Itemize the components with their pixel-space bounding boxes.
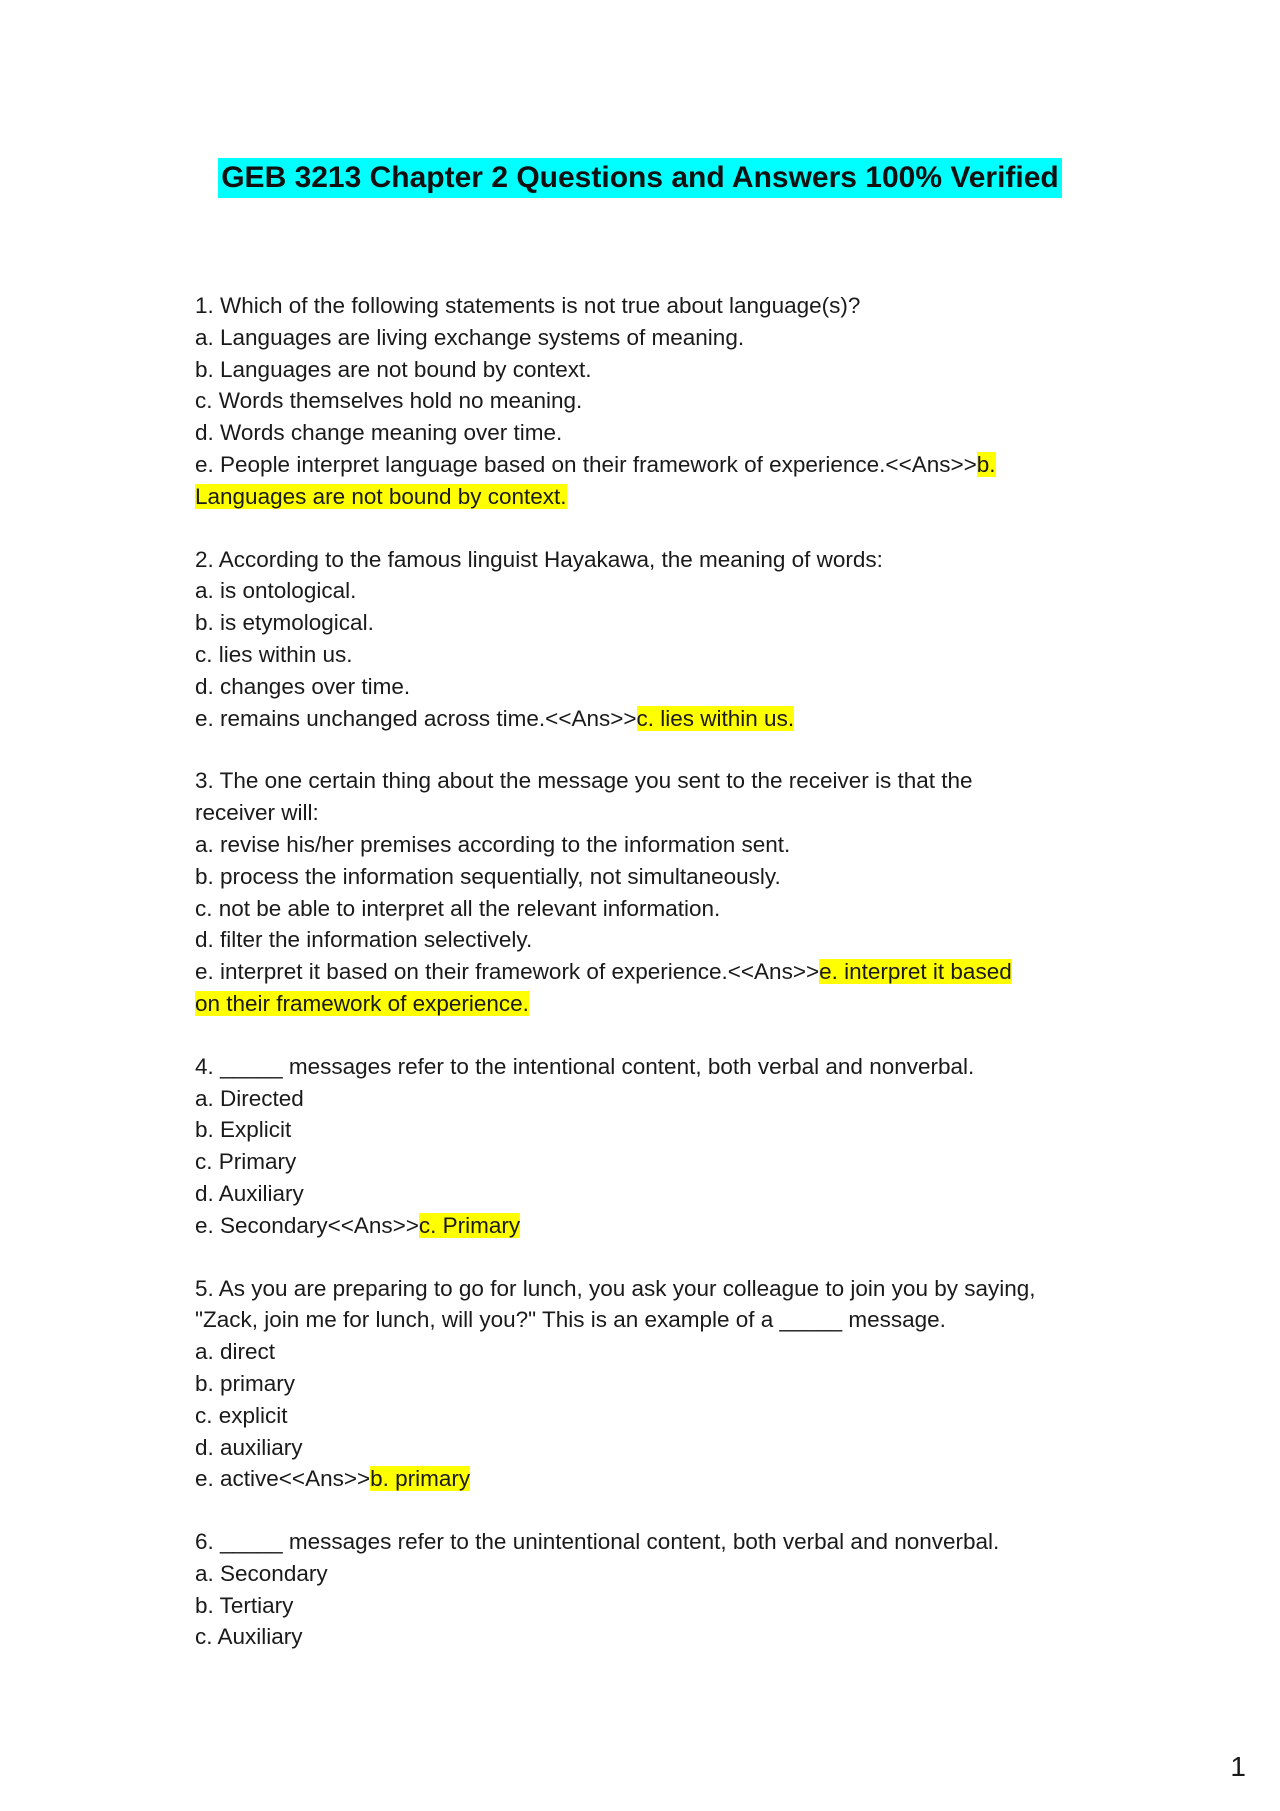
question-1 — [195, 290, 1095, 513]
answer-option: b. process the information sequentially, not simultaneously. — [195, 863, 781, 889]
answer-option: c. Auxiliary — [195, 1624, 303, 1650]
answer-option: d. filter the information selectively. — [195, 927, 533, 953]
question-stem: 1. Which of the following statements is not true about language(s)? — [195, 293, 861, 318]
answer-option: b. is etymological. — [195, 610, 374, 636]
answer-option: a. Languages are living exchange systems of meaning. — [195, 324, 745, 350]
highlighted-answer: c. Primary — [418, 1212, 521, 1238]
answer-option-last — [195, 1210, 1095, 1242]
answer-option: b. Tertiary — [195, 1592, 294, 1618]
answer-option-last — [195, 956, 1095, 988]
answer-option: b. Explicit — [195, 1117, 292, 1143]
highlighted-answer: on their framework of experience. — [195, 990, 529, 1016]
answer-option-last — [195, 703, 1095, 735]
answer-option: a. is ontological. — [195, 578, 357, 604]
answer-option: a. direct — [195, 1339, 276, 1365]
highlighted-answer: b. primary — [370, 1466, 471, 1492]
answer-option: c. not be able to interpret all the relevant information. — [195, 895, 721, 921]
option-text: e. remains unchanged across time.<<Ans>> — [195, 705, 637, 731]
option-text: e. People interpret language based on their framework of experience.<<Ans>> — [195, 451, 977, 477]
question-5 — [195, 1273, 1095, 1496]
document-title: GEB 3213 Chapter 2 Questions and Answers 100% Verified — [218, 158, 1062, 198]
answer-option: d. Words change meaning over time. — [195, 420, 563, 446]
answer-option: d. Auxiliary — [195, 1180, 304, 1206]
answer-option: c. lies within us. — [195, 641, 353, 667]
answer-option: a. Directed — [195, 1085, 304, 1111]
title-container — [0, 158, 1280, 198]
answer-option-last — [195, 1463, 1095, 1495]
question-3 — [195, 765, 1095, 1019]
answer-option-last — [195, 449, 1095, 481]
answer-continuation — [195, 481, 1095, 513]
page-number: 1 — [1230, 1751, 1246, 1782]
option-text: e. Secondary<<Ans>> — [195, 1212, 419, 1238]
question-stem: 5. As you are preparing to go for lunch, you ask your colleague to join you by saying, — [195, 1275, 1036, 1301]
question-stem: 3. The one certain thing about the message you sent to the receiver is that the — [195, 768, 973, 794]
question-stem: 4. _____ messages refer to the intentional content, both verbal and nonverbal. — [195, 1053, 975, 1079]
question-list — [195, 290, 1095, 1684]
question-6 — [195, 1526, 1095, 1653]
option-text: e. interpret it based on their framework of experience.<<Ans>> — [195, 959, 820, 985]
question-4 — [195, 1051, 1095, 1242]
option-text: e. active<<Ans>> — [195, 1466, 371, 1492]
question-stem: 2. According to the famous linguist Hayakawa, the meaning of words: — [195, 546, 883, 572]
answer-option: c. explicit — [195, 1402, 288, 1428]
answer-option: d. changes over time. — [195, 673, 411, 699]
question-2 — [195, 544, 1095, 735]
answer-option: b. Languages are not bound by context. — [195, 356, 592, 382]
answer-option: c. Words themselves hold no meaning. — [195, 388, 583, 414]
question-stem: 6. _____ messages refer to the unintentional content, both verbal and nonverbal. — [195, 1529, 1000, 1555]
answer-option: c. Primary — [195, 1149, 297, 1175]
highlighted-answer: Languages are not bound by context. — [195, 483, 567, 509]
answer-option: d. auxiliary — [195, 1434, 303, 1460]
answer-continuation — [195, 988, 1095, 1020]
answer-option: b. primary — [195, 1370, 296, 1396]
question-stem: receiver will: — [195, 800, 319, 826]
highlighted-answer: c. lies within us. — [636, 705, 795, 731]
answer-option: a. revise his/her premises according to the information sent. — [195, 831, 791, 857]
answer-option: a. Secondary — [195, 1560, 328, 1586]
highlighted-answer: b. — [976, 451, 996, 477]
highlighted-answer: e. interpret it based — [819, 959, 1012, 985]
question-stem: "Zack, join me for lunch, will you?" This is an example of a _____ message. — [195, 1307, 946, 1333]
